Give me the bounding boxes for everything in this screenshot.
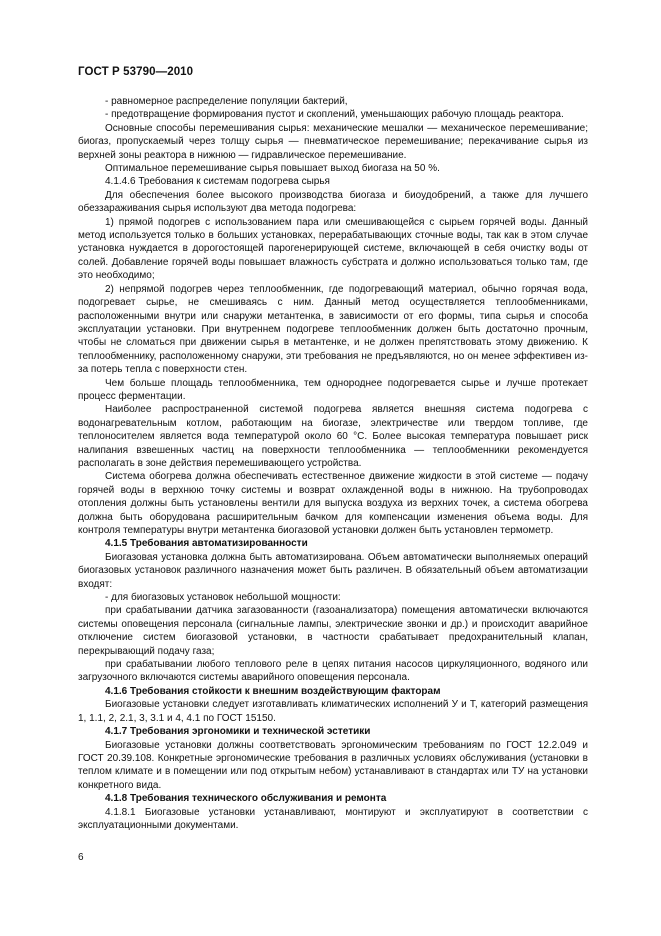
document-header: ГОСТ Р 53790—2010 (78, 66, 194, 78)
section-heading: 4.1.6 Требования стойкости к внешним воздействующим факторам (105, 685, 441, 697)
paragraph: Наиболее распространенной системой подогрева является внешняя система подогрева с водонагревательным котлом, работающим на биогазе, электричестве или твердом топливе, где теплоносителем является вода температурой около 60 °С. Более высокая температура повышает риск налипания взвешенных частиц на поверхности теплообменника — теплообменники рекомендуется располагать в зоне действия перемешивающего устройства. (78, 404, 588, 469)
paragraph: 4.1.4.6 Требования к системам подогрева сырья (105, 176, 330, 188)
section-heading: 4.1.7 Требования эргономики и технической эстетики (105, 726, 371, 738)
page-number: 6 (78, 852, 84, 863)
paragraph: - равномерное распределение популяции бактерий, (105, 96, 348, 107)
paragraph: Чем больше площадь теплообменника, тем однороднее подогревается сырье и лучше протекает процесс ферментации. (78, 377, 588, 402)
paragraph: Оптимальное перемешивание сырья повышает выход биогаза на 50 %. (105, 163, 440, 175)
paragraph: 2) непрямой подогрев через теплообменник, где подогревающий материал, обычно горячая вода, подогревает сырье, не смешиваясь с ним. Данный метод осуществляется теплообменниками, расположенными внутри или снаружи метантенка, в зависимости от его формы, типа сырья и способа эксплуатации установки. При внутреннем подогреве теплообменник должен быть достаточно прочным, чтобы не сломаться при движении сырья в метантенке, и не должен препятствовать этому движению. К теплообменнику, расположенному снаружи, эти требования не предъявляются, но он менее эффективен из-за потерь тепла с поверхности стен. (78, 283, 588, 376)
paragraph: Биогазовые установки должны соответствовать эргономическим требованиям по ГОСТ 12.2.049 и ГОСТ 20.39.108. Конкретные эргономические требования в различных условиях обслуживания (установки в теплом климате и в помещении или под открытым небом) устанавливают в стандартах или ТУ на установки конкретного вида. (78, 739, 588, 791)
paragraph: 1) прямой подогрев с использованием пара или смешивающейся с сырьем горячей воды. Данный метод используется только в больших установках, перерабатывающих сточные воды, так как в этом случае установка нуждается в дорогостоящей парогенерирующей системе, включающей в себя очистку воды от солей. Добавление горячей воды повышает влажность субстрата и должно использоваться только там, где это необходимо; (78, 216, 588, 282)
paragraph: - предотвращение формирования пустот и скоплений, уменьшающих рабочую площадь реактора. (105, 109, 564, 121)
document-body (78, 95, 588, 832)
paragraph: - для биогазовых установок небольшой мощности: (105, 592, 341, 604)
paragraph: Биогазовая установка должна быть автоматизирована. Объем автоматически выполняемых операций биогазовых установок различного назначения может быть различен. В обязательный объем автоматизации входят: (78, 551, 588, 590)
paragraph: Для обеспечения более высокого производства биогаза и биоудобрений, а также для лучшего обеззараживания сырья используют два метода подогрева: (78, 189, 588, 215)
paragraph: Основные способы перемешивания сырья: механические мешалки — механическое перемешивание; биогаз, пропускаемый через толщу сырья — пневматическое перемешивание; перекачивание сырья из верхней зоны реактора в нижнюю — гидравлическое перемешивание. (78, 122, 588, 161)
paragraph: Система обогрева должна обеспечивать естественное движение жидкости в этой системе — подачу горячей воды в верхнюю точку системы и возврат охлажденной воды в нижнюю. На трубопроводах отопления должны быть установлены вентили для выпуска воздуха из верхних точек, а система обогрева должна быть оборудована расширительным бачком для компенсации изменения объема воды. Для контроля температуры внутри метантенка биогазовой установки должен быть установлен термометр. (78, 471, 588, 536)
paragraph: 4.1.8.1 Биогазовые установки устанавливают, монтируют и эксплуатируют в соответствии с эксплуатационными документами. (78, 806, 588, 831)
section-heading: 4.1.8 Требования технического обслуживания и ремонта (105, 793, 387, 805)
section-heading: 4.1.5 Требования автоматизированности (105, 538, 308, 550)
paragraph: при срабатывании датчика загазованности (газоанализатора) помещения автоматически включаются системы оповещения персонала (сигнальные лампы, электрические звонки и др.) и происходит аварийное отключение систем биогазовой установки, в частности срабатывает предохранительный клапан, перекрывающий подачу газа; (78, 605, 588, 657)
paragraph: Биогазовые установки следует изготавливать климатических исполнений У и Т, категорий размещения 1, 1.1, 2, 2.1, 3, 3.1 и 4, 4.1 по ГОСТ 15150. (78, 699, 588, 724)
paragraph: при срабатывании любого теплового реле в цепях питания насосов циркуляционного, водяного или загрузочного включаются системы аварийного оповещения персонала. (78, 659, 588, 684)
